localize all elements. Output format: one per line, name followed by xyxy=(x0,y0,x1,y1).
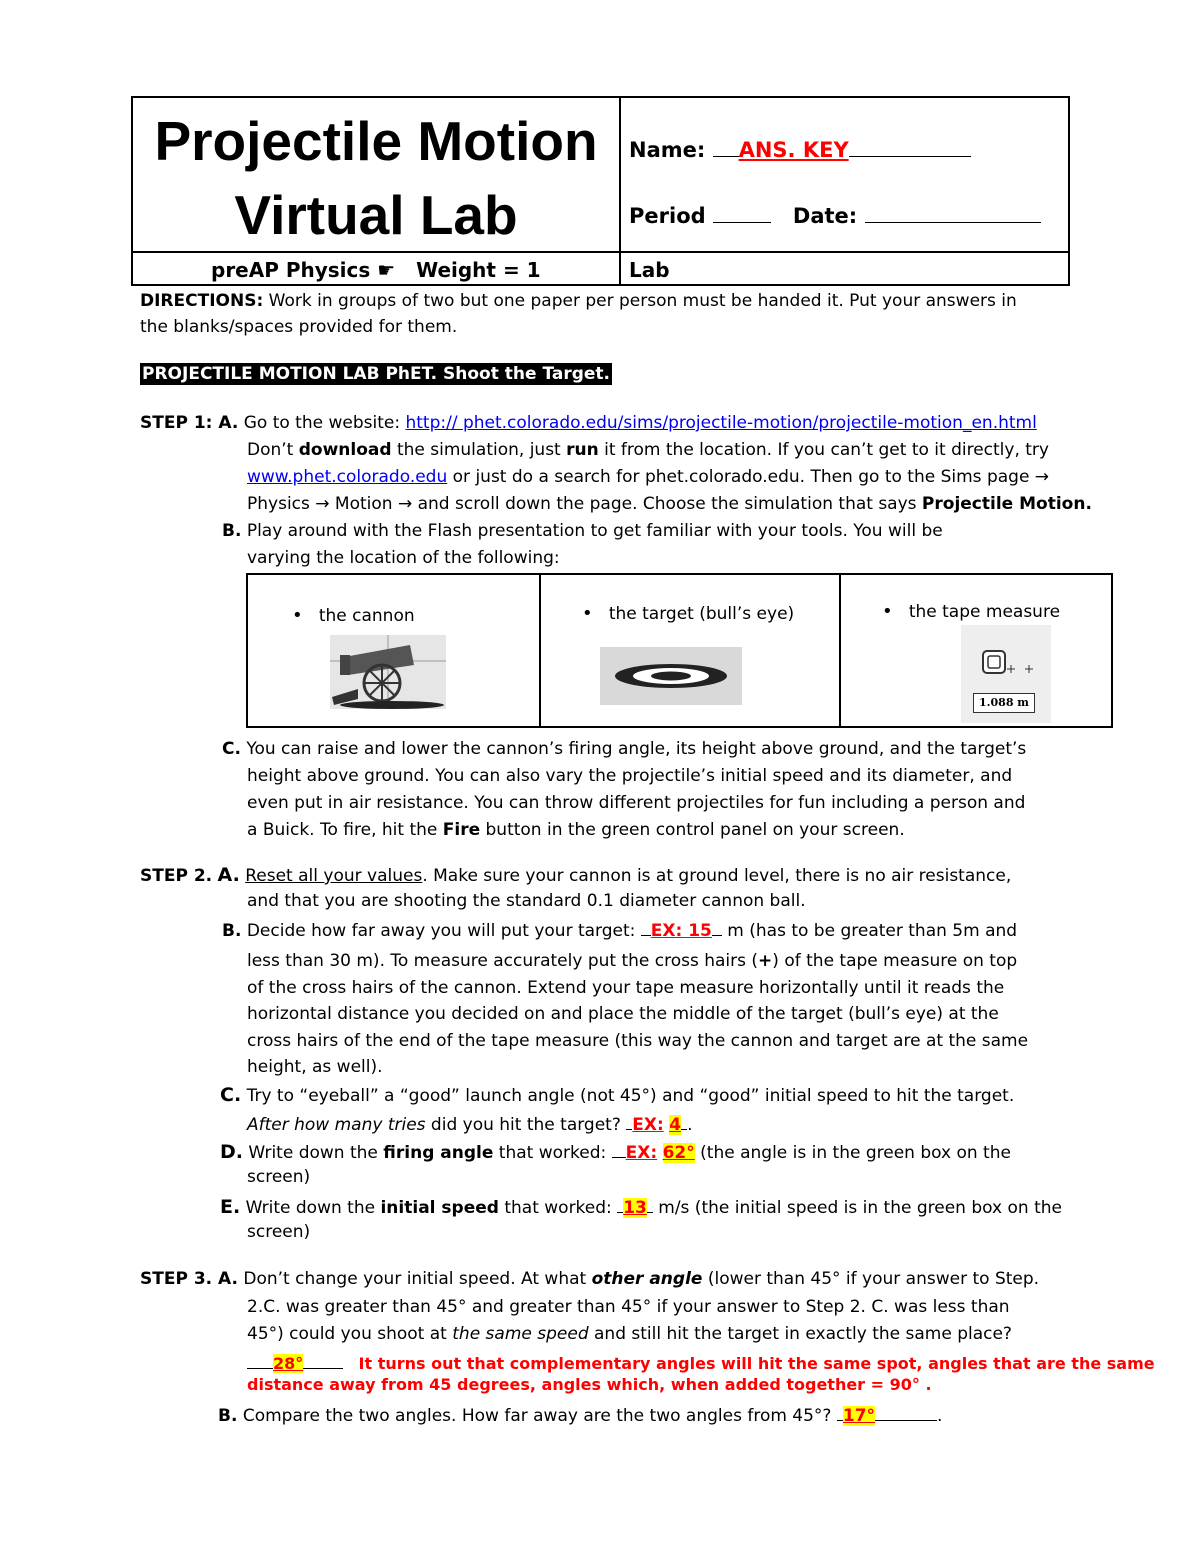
step2-c-letter: C. xyxy=(220,1084,242,1106)
step2-line-b2 xyxy=(247,950,1017,972)
step1-line-c3: even put in air resistance. You can throw different projectiles for fun including a person and xyxy=(247,793,1026,813)
step2-a1-text: . Make sure your cannon is at ground level, there is no air resistance, xyxy=(422,866,1012,886)
step2-line-d2: screen) xyxy=(247,1167,311,1187)
name-row xyxy=(629,138,971,162)
step2-line-e1 xyxy=(220,1194,1062,1219)
step2-line-a2: and that you are shooting the standard 0.1 diameter cannon ball. xyxy=(247,891,806,911)
phet-site-link[interactable]: www.phet.colorado.edu xyxy=(247,467,448,487)
directions-label: DIRECTIONS: xyxy=(140,291,264,311)
initial-speed-bold: initial speed xyxy=(380,1198,499,1218)
step2-d-post: (the angle is in the green box on the xyxy=(694,1143,1011,1163)
directions-line-2: the blanks/spaces provided for them. xyxy=(140,317,458,337)
course-label: preAP Physics xyxy=(211,258,371,282)
period-date-row xyxy=(629,204,1041,228)
step2-line-b5: cross hairs of the end of the tape measure (this way the cannon and target are at the same xyxy=(247,1031,1029,1051)
step2-e-mid: that worked: xyxy=(498,1198,618,1218)
other-angle-italic: other angle xyxy=(591,1269,703,1289)
target-icon xyxy=(600,647,742,705)
angle-answer-prefix: EX: xyxy=(625,1143,658,1163)
step1-line-a1 xyxy=(140,412,1037,434)
step1-b-label: B. xyxy=(222,521,242,541)
step3-a1-post: (lower than 45° if your answer to Step. xyxy=(702,1269,1040,1289)
projectile-motion-bold: Projectile Motion. xyxy=(921,494,1092,514)
step1-b1-text: Play around with the Flash presentation to get familiar with your tools. You will be xyxy=(241,521,943,541)
reset-values-text: Reset all your values xyxy=(245,866,423,886)
explanation-line-2: distance away from 45 degrees, angles which, when added together = 90° . xyxy=(247,1375,932,1394)
date-label: Date: xyxy=(792,204,858,228)
step3-line-a2: 2.C. was greater than 45° and greater than 45° if your answer to Step 2. C. was less than xyxy=(247,1297,1010,1317)
header-table xyxy=(131,96,1070,286)
step2-line-b1 xyxy=(222,917,1017,942)
name-value[interactable]: ANS. KEY xyxy=(738,138,849,162)
step1-line-a3 xyxy=(247,466,1049,488)
header-divider-vertical xyxy=(619,98,621,284)
download-word: download xyxy=(298,440,392,460)
weight-label: Weight = 1 xyxy=(416,258,541,282)
step2-e-letter: E. xyxy=(220,1196,241,1218)
same-speed-italic: the same speed xyxy=(452,1324,589,1344)
tape-reading: 1.088 m xyxy=(973,693,1035,713)
step1-line-c1 xyxy=(222,738,1026,760)
step2-d-mid: that worked: xyxy=(493,1143,612,1163)
header-divider-horizontal xyxy=(133,251,1068,253)
period-field[interactable] xyxy=(713,204,771,223)
tool-item-target: • the target (bull’s eye) xyxy=(582,603,795,624)
step3-line-b1: B. Compare the two angles. How far away are the two angles from 45°? 17° . xyxy=(218,1402,942,1427)
step2-e-post: m/s (the initial speed is in the green box on the xyxy=(652,1198,1062,1218)
sim-url-link[interactable]: http:// phet.colorado.edu/sims/projectile-motion/projectile-motion_en.html xyxy=(405,413,1037,433)
tool-item-cannon: • the cannon xyxy=(292,605,415,626)
step1-line-b1 xyxy=(222,520,943,542)
step1-a4-text: Physics → Motion → and scroll down the page. Choose the simulation that says xyxy=(247,494,922,514)
step2-b1-text: Decide how far away you will put your target: xyxy=(241,921,641,941)
title-line-2: Virtual Lab xyxy=(234,184,518,246)
step3-a3-post: and still hit the target in exactly the same place? xyxy=(588,1324,1012,1344)
directions-text-1: Work in groups of two but one paper per person must be handed it. Put your answers in xyxy=(263,291,1017,311)
cannon-icon xyxy=(330,635,446,709)
assignment-type: Lab xyxy=(629,258,670,282)
step2-c1-text: Try to “eyeball” a “good” launch angle (not 45°) and “good” initial speed to hit the target. xyxy=(241,1086,1015,1106)
tools-table xyxy=(246,573,1113,728)
step2-d-text: Write down the xyxy=(243,1143,384,1163)
tool-item-tape-measure: • the tape measure xyxy=(882,601,1061,622)
course-row xyxy=(211,258,541,282)
step1-a3-text: or just do a search for phet.colorado.edu. Then go to the Sims page → xyxy=(447,467,1050,487)
section-title: PROJECTILE MOTION LAB PhET. Shoot the Target. xyxy=(142,364,610,384)
step1-line-c2: height above ground. You can also vary the projectile’s initial speed and its diameter, and xyxy=(247,766,1013,786)
firing-angle-answer[interactable]: 62° xyxy=(662,1143,695,1163)
step1-a2-text-1: Don’t xyxy=(247,440,299,460)
step2-e-text: Write down the xyxy=(240,1198,381,1218)
tape-measure-icon xyxy=(961,625,1051,723)
angle-difference-answer[interactable]: 17° xyxy=(842,1406,876,1426)
fire-word: Fire xyxy=(442,820,481,840)
step3-b1-text: Compare the two angles. How far away are the two angles from 45°? xyxy=(237,1406,837,1426)
period-label: Period xyxy=(629,204,706,228)
step3-a1-text: Don’t change your initial speed. At what xyxy=(237,1269,592,1289)
tries-answer[interactable]: 4 xyxy=(669,1115,682,1135)
pointing-hand-icon: ☛ xyxy=(377,258,396,282)
cannon-label: the cannon xyxy=(318,606,415,626)
step2-line-e2: screen) xyxy=(247,1222,311,1242)
step1-line-a2 xyxy=(247,439,1049,461)
tape-measure-label: the tape measure xyxy=(908,602,1061,622)
step2-line-c2: After how many tries did you hit the target? EX: 4 . xyxy=(247,1111,692,1136)
step2-label: STEP 2. xyxy=(140,866,213,886)
step3-line-a1 xyxy=(140,1268,1039,1290)
step2-line-b3: of the cross hairs of the cannon. Extend your tape measure horizontally until it reads the xyxy=(247,978,1005,998)
step3-label: STEP 3. A. xyxy=(140,1269,238,1289)
step1-a2-text-2: the simulation, just xyxy=(391,440,567,460)
step2-a-letter: A. xyxy=(217,864,240,886)
target-distance-answer[interactable]: EX: 15 xyxy=(650,921,712,941)
step1-a2-text-3: it from the location. If you can’t get to it directly, try xyxy=(598,440,1049,460)
step1-c1-text: You can raise and lower the cannon’s firing angle, its height above ground, and the target’s xyxy=(240,739,1027,759)
firing-angle-bold: firing angle xyxy=(383,1143,494,1163)
step2-line-b4: horizontal distance you decided on and place the middle of the target (bull’s eye) at the xyxy=(247,1004,999,1024)
step1-c-label: C. xyxy=(222,739,241,759)
crosshair-plus: + xyxy=(758,951,773,971)
step1-line-c4 xyxy=(247,819,905,841)
step2-b1-post: m (has to be greater than 5m and xyxy=(721,921,1018,941)
step2-b-letter: B. xyxy=(222,921,242,941)
step1-label: STEP 1: A. xyxy=(140,413,239,433)
title-line-1: Projectile Motion xyxy=(154,110,598,172)
directions-line-1 xyxy=(140,290,1017,312)
step2-line-b6: height, as well). xyxy=(247,1057,383,1077)
tries-italic: After how many tries xyxy=(247,1115,426,1135)
target-label: the target (bull’s eye) xyxy=(608,604,795,624)
date-field[interactable] xyxy=(865,204,1041,223)
step2-line-c1 xyxy=(220,1084,1014,1107)
initial-speed-answer[interactable]: 13 xyxy=(623,1198,647,1218)
step3-a3-text: 45°) could you shoot at xyxy=(247,1324,453,1344)
run-word: run xyxy=(566,440,599,460)
step1-c4-text-2: button in the green control panel on your screen. xyxy=(480,820,905,840)
name-label: Name: xyxy=(629,138,706,162)
step2-b2-text: less than 30 m). To measure accurately put the cross hairs ( xyxy=(247,951,759,971)
step2-d-letter: D. xyxy=(220,1141,243,1163)
step2-line-a1 xyxy=(140,864,1011,887)
step2-c2-text: did you hit the target? xyxy=(425,1115,627,1135)
step3-line-a3 xyxy=(247,1323,1012,1345)
step3-line-a4 xyxy=(247,1350,1155,1375)
step1-c4-text-1: a Buick. To fire, hit the xyxy=(247,820,443,840)
explanation-line-1: It turns out that complementary angles will hit the same spot, angles that are the same xyxy=(358,1354,1155,1373)
step3-b-label: B. xyxy=(218,1406,238,1426)
step1-a-text: Go to the website: xyxy=(238,413,406,433)
step1-line-b2: varying the location of the following: xyxy=(247,548,560,568)
tries-answer-prefix: EX: xyxy=(632,1115,664,1135)
other-angle-answer[interactable]: 28° xyxy=(273,1354,304,1373)
step2-line-d1 xyxy=(220,1139,1011,1164)
step1-line-a4 xyxy=(247,493,1092,515)
step2-b2-post: ) of the tape measure on top xyxy=(772,951,1018,971)
